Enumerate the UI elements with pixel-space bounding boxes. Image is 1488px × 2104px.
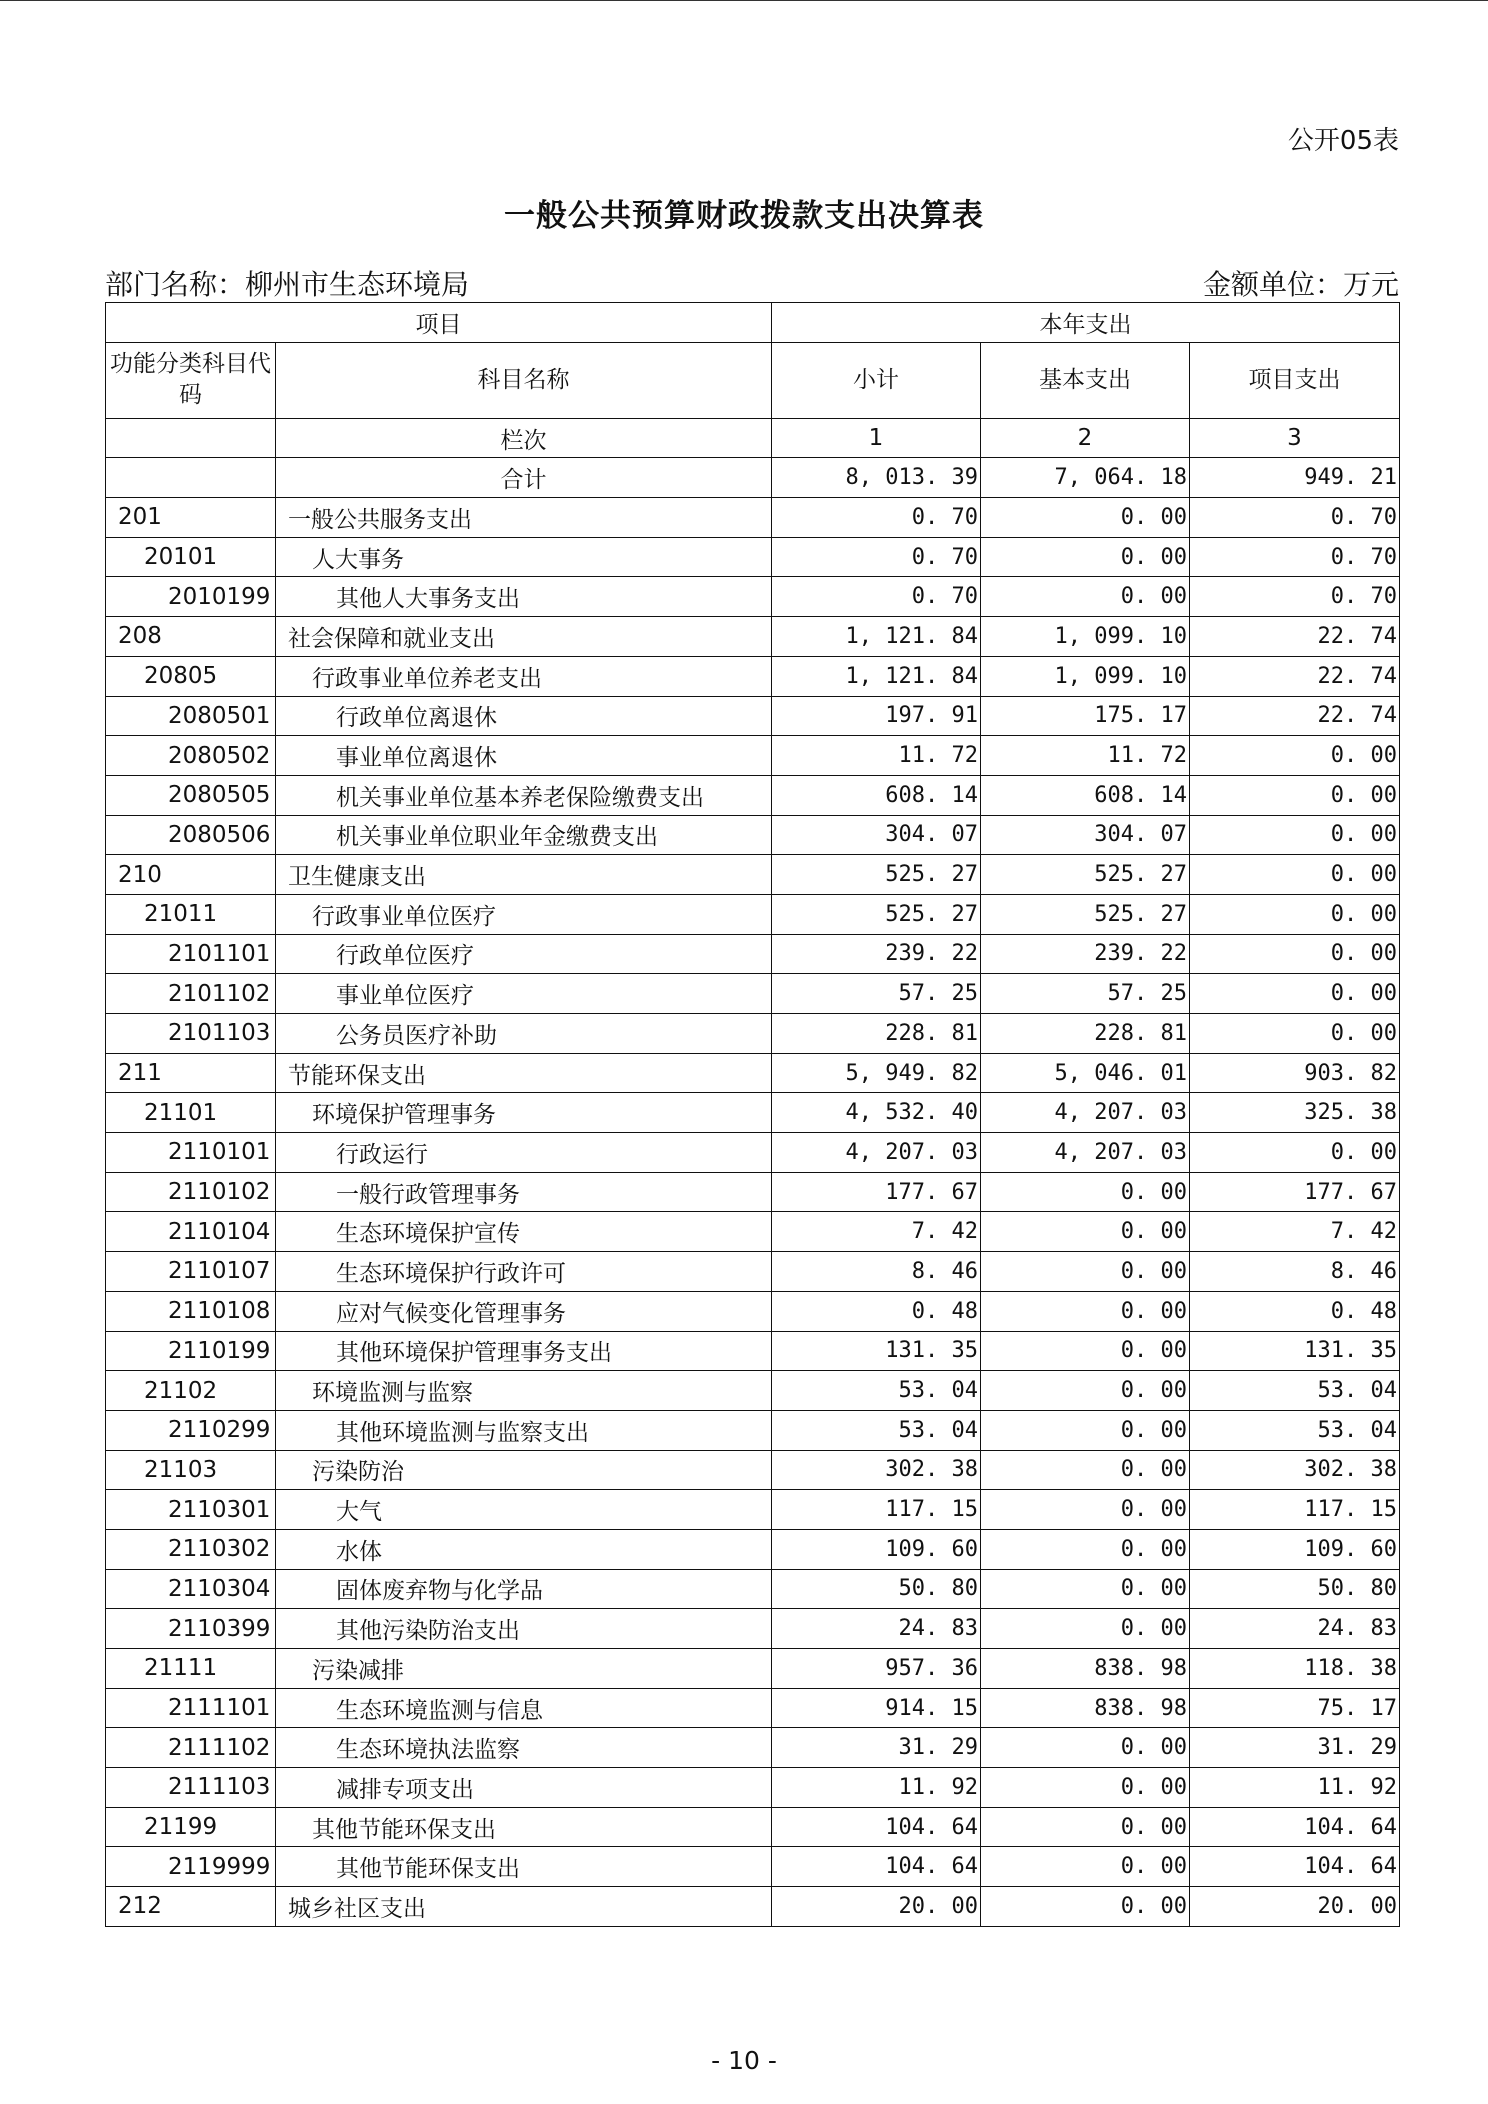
row-subtotal: 131. 35 xyxy=(772,1331,981,1371)
row-code: 212 xyxy=(106,1887,276,1927)
row-name: 环境监测与监察 xyxy=(276,1371,772,1411)
row-subtotal: 5, 949. 82 xyxy=(772,1053,981,1093)
row-project: 22. 74 xyxy=(1190,696,1400,736)
table-row xyxy=(106,1649,1400,1689)
row-code: 2010199 xyxy=(106,577,276,617)
row-name: 其他污染防治支出 xyxy=(276,1609,772,1649)
row-code: 21111 xyxy=(106,1649,276,1689)
row-name: 水体 xyxy=(276,1529,772,1569)
row-basic: 57. 25 xyxy=(981,974,1190,1014)
row-name: 人大事务 xyxy=(276,537,772,577)
row-subtotal: 957. 36 xyxy=(772,1649,981,1689)
row-basic: 0. 00 xyxy=(981,537,1190,577)
row-name: 事业单位医疗 xyxy=(276,974,772,1014)
row-project: 0. 00 xyxy=(1190,815,1400,855)
row-basic: 0. 00 xyxy=(981,577,1190,617)
row-project: 0. 00 xyxy=(1190,855,1400,895)
table-row xyxy=(106,855,1400,895)
table-row xyxy=(106,617,1400,657)
row-code: 21102 xyxy=(106,1371,276,1411)
row-code: 21103 xyxy=(106,1450,276,1490)
row-subtotal: 109. 60 xyxy=(772,1529,981,1569)
table-row xyxy=(106,1887,1400,1927)
row-subtotal: 7. 42 xyxy=(772,1212,981,1252)
row-subtotal: 24. 83 xyxy=(772,1609,981,1649)
row-basic: 838. 98 xyxy=(981,1649,1190,1689)
row-basic: 0. 00 xyxy=(981,1728,1190,1768)
row-subtotal: 608. 14 xyxy=(772,775,981,815)
header-basic: 基本支出 xyxy=(981,342,1190,418)
row-project: 0. 70 xyxy=(1190,577,1400,617)
row-project: 118. 38 xyxy=(1190,1649,1400,1689)
row-project: 0. 00 xyxy=(1190,974,1400,1014)
table-row xyxy=(106,934,1400,974)
row-code: 2101101 xyxy=(106,934,276,974)
total-blank xyxy=(106,458,276,498)
row-basic: 0. 00 xyxy=(981,1529,1190,1569)
header-project: 项目支出 xyxy=(1190,342,1400,418)
row-code: 20805 xyxy=(106,656,276,696)
row-code: 2111103 xyxy=(106,1768,276,1808)
row-project: 104. 64 xyxy=(1190,1847,1400,1887)
header-name: 科目名称 xyxy=(276,342,772,418)
row-project: 104. 64 xyxy=(1190,1807,1400,1847)
row-basic: 608. 14 xyxy=(981,775,1190,815)
header-current-year: 本年支出 xyxy=(772,303,1400,343)
row-code: 2110101 xyxy=(106,1133,276,1173)
row-name: 机关事业单位职业年金缴费支出 xyxy=(276,815,772,855)
page-title: 一般公共预算财政拨款支出决算表 xyxy=(504,198,984,234)
row-subtotal: 4, 207. 03 xyxy=(772,1133,981,1173)
row-name: 机关事业单位基本养老保险缴费支出 xyxy=(276,775,772,815)
row-code: 2110301 xyxy=(106,1490,276,1530)
row-name: 污染防治 xyxy=(276,1450,772,1490)
row-project: 325. 38 xyxy=(1190,1093,1400,1133)
total-row xyxy=(106,458,1400,498)
table-row xyxy=(106,815,1400,855)
row-subtotal: 0. 70 xyxy=(772,577,981,617)
row-code: 208 xyxy=(106,617,276,657)
row-code: 2110104 xyxy=(106,1212,276,1252)
row-code: 20101 xyxy=(106,537,276,577)
row-basic: 1, 099. 10 xyxy=(981,617,1190,657)
row-basic: 239. 22 xyxy=(981,934,1190,974)
row-code: 2110399 xyxy=(106,1609,276,1649)
table-row xyxy=(106,1529,1400,1569)
row-code: 21011 xyxy=(106,894,276,934)
table-row xyxy=(106,1410,1400,1450)
table-row xyxy=(106,1053,1400,1093)
row-name: 行政运行 xyxy=(276,1133,772,1173)
table-row xyxy=(106,656,1400,696)
row-subtotal: 11. 92 xyxy=(772,1768,981,1808)
row-basic: 0. 00 xyxy=(981,1172,1190,1212)
row-project: 24. 83 xyxy=(1190,1609,1400,1649)
table-row xyxy=(106,974,1400,1014)
row-name: 卫生健康支出 xyxy=(276,855,772,895)
row-subtotal: 0. 70 xyxy=(772,498,981,538)
row-code: 2110304 xyxy=(106,1569,276,1609)
row-name: 环境保护管理事务 xyxy=(276,1093,772,1133)
row-basic: 304. 07 xyxy=(981,815,1190,855)
header-item: 项目 xyxy=(106,303,772,343)
header-row-1 xyxy=(106,303,1400,343)
header-row-2 xyxy=(106,342,1400,418)
column-index-3: 3 xyxy=(1190,418,1400,458)
row-basic: 0. 00 xyxy=(981,1252,1190,1292)
row-project: 50. 80 xyxy=(1190,1569,1400,1609)
row-name: 行政事业单位医疗 xyxy=(276,894,772,934)
row-subtotal: 104. 64 xyxy=(772,1847,981,1887)
row-subtotal: 177. 67 xyxy=(772,1172,981,1212)
column-index-1: 1 xyxy=(772,418,981,458)
row-code: 2080505 xyxy=(106,775,276,815)
row-name: 生态环境执法监察 xyxy=(276,1728,772,1768)
row-project: 0. 00 xyxy=(1190,1133,1400,1173)
row-project: 0. 00 xyxy=(1190,934,1400,974)
row-basic: 4, 207. 03 xyxy=(981,1133,1190,1173)
row-name: 其他环境监测与监察支出 xyxy=(276,1410,772,1450)
row-code: 2080506 xyxy=(106,815,276,855)
row-basic: 0. 00 xyxy=(981,498,1190,538)
row-code: 2110107 xyxy=(106,1252,276,1292)
table-row xyxy=(106,1172,1400,1212)
row-name: 其他节能环保支出 xyxy=(276,1807,772,1847)
table-row xyxy=(106,736,1400,776)
row-project: 31. 29 xyxy=(1190,1728,1400,1768)
row-code: 2080501 xyxy=(106,696,276,736)
column-index-label: 栏次 xyxy=(276,418,772,458)
row-name: 其他节能环保支出 xyxy=(276,1847,772,1887)
table-row xyxy=(106,696,1400,736)
row-basic: 0. 00 xyxy=(981,1768,1190,1808)
row-name: 应对气候变化管理事务 xyxy=(276,1291,772,1331)
row-project: 0. 70 xyxy=(1190,537,1400,577)
table-row xyxy=(106,498,1400,538)
row-name: 一般行政管理事务 xyxy=(276,1172,772,1212)
row-subtotal: 31. 29 xyxy=(772,1728,981,1768)
row-project: 131. 35 xyxy=(1190,1331,1400,1371)
department-label: 部门名称：柳州市生态环境局 xyxy=(105,268,470,301)
row-code: 201 xyxy=(106,498,276,538)
row-code: 2111102 xyxy=(106,1728,276,1768)
row-project: 903. 82 xyxy=(1190,1053,1400,1093)
table-row xyxy=(106,1291,1400,1331)
table-row xyxy=(106,1807,1400,1847)
row-name: 行政单位医疗 xyxy=(276,934,772,974)
row-subtotal: 53. 04 xyxy=(772,1410,981,1450)
row-code: 2101102 xyxy=(106,974,276,1014)
row-basic: 1, 099. 10 xyxy=(981,656,1190,696)
row-basic: 0. 00 xyxy=(981,1291,1190,1331)
row-name: 公务员医疗补助 xyxy=(276,1014,772,1054)
row-basic: 175. 17 xyxy=(981,696,1190,736)
row-name: 社会保障和就业支出 xyxy=(276,617,772,657)
column-index-blank xyxy=(106,418,276,458)
table-row xyxy=(106,1450,1400,1490)
header-subtotal: 小计 xyxy=(772,342,981,418)
form-number: 公开05表 xyxy=(1287,126,1399,156)
table-row xyxy=(106,1688,1400,1728)
row-basic: 0. 00 xyxy=(981,1212,1190,1252)
row-code: 21199 xyxy=(106,1807,276,1847)
row-subtotal: 0. 48 xyxy=(772,1291,981,1331)
row-project: 7. 42 xyxy=(1190,1212,1400,1252)
row-basic: 228. 81 xyxy=(981,1014,1190,1054)
row-code: 2111101 xyxy=(106,1688,276,1728)
row-name: 污染减排 xyxy=(276,1649,772,1689)
row-code: 2110108 xyxy=(106,1291,276,1331)
row-name: 行政单位离退休 xyxy=(276,696,772,736)
row-name: 生态环境保护行政许可 xyxy=(276,1252,772,1292)
row-basic: 0. 00 xyxy=(981,1331,1190,1371)
table-row xyxy=(106,1093,1400,1133)
row-code: 2080502 xyxy=(106,736,276,776)
table-row xyxy=(106,537,1400,577)
header-code: 功能分类科目代码 xyxy=(106,342,276,418)
table-row xyxy=(106,1371,1400,1411)
row-basic: 525. 27 xyxy=(981,894,1190,934)
row-project: 20. 00 xyxy=(1190,1887,1400,1927)
table-row xyxy=(106,1014,1400,1054)
row-basic: 838. 98 xyxy=(981,1688,1190,1728)
row-basic: 0. 00 xyxy=(981,1887,1190,1927)
row-basic: 0. 00 xyxy=(981,1847,1190,1887)
row-code: 2110199 xyxy=(106,1331,276,1371)
row-subtotal: 228. 81 xyxy=(772,1014,981,1054)
row-subtotal: 1, 121. 84 xyxy=(772,617,981,657)
table-row xyxy=(106,577,1400,617)
row-name: 生态环境保护宣传 xyxy=(276,1212,772,1252)
row-name: 其他环境保护管理事务支出 xyxy=(276,1331,772,1371)
row-code: 2119999 xyxy=(106,1847,276,1887)
total-label: 合计 xyxy=(276,458,772,498)
row-code: 211 xyxy=(106,1053,276,1093)
row-project: 22. 74 xyxy=(1190,617,1400,657)
table-row xyxy=(106,1768,1400,1808)
table-row xyxy=(106,1847,1400,1887)
row-project: 0. 00 xyxy=(1190,894,1400,934)
row-subtotal: 304. 07 xyxy=(772,815,981,855)
row-project: 0. 48 xyxy=(1190,1291,1400,1331)
row-project: 53. 04 xyxy=(1190,1410,1400,1450)
row-name: 其他人大事务支出 xyxy=(276,577,772,617)
row-subtotal: 50. 80 xyxy=(772,1569,981,1609)
row-subtotal: 20. 00 xyxy=(772,1887,981,1927)
table-row xyxy=(106,1728,1400,1768)
row-subtotal: 525. 27 xyxy=(772,855,981,895)
row-project: 302. 38 xyxy=(1190,1450,1400,1490)
row-project: 11. 92 xyxy=(1190,1768,1400,1808)
row-basic: 0. 00 xyxy=(981,1569,1190,1609)
row-subtotal: 104. 64 xyxy=(772,1807,981,1847)
row-name: 固体废弃物与化学品 xyxy=(276,1569,772,1609)
top-border-line xyxy=(0,0,1488,1)
amount-unit-label: 金额单位：万元 xyxy=(1202,268,1399,301)
row-subtotal: 117. 15 xyxy=(772,1490,981,1530)
row-subtotal: 525. 27 xyxy=(772,894,981,934)
table-row xyxy=(106,1331,1400,1371)
total-project: 949. 21 xyxy=(1190,458,1400,498)
table-row xyxy=(106,1252,1400,1292)
row-subtotal: 1, 121. 84 xyxy=(772,656,981,696)
row-project: 75. 17 xyxy=(1190,1688,1400,1728)
row-name: 一般公共服务支出 xyxy=(276,498,772,538)
row-basic: 0. 00 xyxy=(981,1490,1190,1530)
row-project: 22. 74 xyxy=(1190,656,1400,696)
row-subtotal: 8. 46 xyxy=(772,1252,981,1292)
table-row xyxy=(106,894,1400,934)
row-basic: 4, 207. 03 xyxy=(981,1093,1190,1133)
row-project: 0. 00 xyxy=(1190,736,1400,776)
row-project: 8. 46 xyxy=(1190,1252,1400,1292)
row-subtotal: 4, 532. 40 xyxy=(772,1093,981,1133)
row-code: 210 xyxy=(106,855,276,895)
page-number: - 10 - xyxy=(711,2046,777,2075)
row-code: 2110102 xyxy=(106,1172,276,1212)
row-basic: 5, 046. 01 xyxy=(981,1053,1190,1093)
row-project: 177. 67 xyxy=(1190,1172,1400,1212)
row-subtotal: 197. 91 xyxy=(772,696,981,736)
row-project: 0. 00 xyxy=(1190,775,1400,815)
row-project: 0. 00 xyxy=(1190,1014,1400,1054)
row-subtotal: 239. 22 xyxy=(772,934,981,974)
column-index-2: 2 xyxy=(981,418,1190,458)
row-basic: 0. 00 xyxy=(981,1807,1190,1847)
row-subtotal: 914. 15 xyxy=(772,1688,981,1728)
row-basic: 0. 00 xyxy=(981,1609,1190,1649)
row-basic: 11. 72 xyxy=(981,736,1190,776)
row-basic: 0. 00 xyxy=(981,1450,1190,1490)
row-subtotal: 11. 72 xyxy=(772,736,981,776)
row-subtotal: 0. 70 xyxy=(772,537,981,577)
row-name: 减排专项支出 xyxy=(276,1768,772,1808)
row-code: 2110299 xyxy=(106,1410,276,1450)
row-subtotal: 53. 04 xyxy=(772,1371,981,1411)
budget-table xyxy=(105,302,1400,1927)
row-name: 行政事业单位养老支出 xyxy=(276,656,772,696)
table-row xyxy=(106,775,1400,815)
row-subtotal: 302. 38 xyxy=(772,1450,981,1490)
row-subtotal: 57. 25 xyxy=(772,974,981,1014)
row-name: 事业单位离退休 xyxy=(276,736,772,776)
row-code: 21101 xyxy=(106,1093,276,1133)
row-basic: 525. 27 xyxy=(981,855,1190,895)
row-name: 城乡社区支出 xyxy=(276,1887,772,1927)
row-name: 大气 xyxy=(276,1490,772,1530)
row-code: 2101103 xyxy=(106,1014,276,1054)
row-basic: 0. 00 xyxy=(981,1371,1190,1411)
table-row xyxy=(106,1609,1400,1649)
row-code: 2110302 xyxy=(106,1529,276,1569)
total-basic: 7, 064. 18 xyxy=(981,458,1190,498)
row-name: 生态环境监测与信息 xyxy=(276,1688,772,1728)
table-row xyxy=(106,1490,1400,1530)
total-subtotal: 8, 013. 39 xyxy=(772,458,981,498)
row-project: 0. 70 xyxy=(1190,498,1400,538)
row-project: 53. 04 xyxy=(1190,1371,1400,1411)
column-index-row xyxy=(106,418,1400,458)
row-name: 节能环保支出 xyxy=(276,1053,772,1093)
row-basic: 0. 00 xyxy=(981,1410,1190,1450)
row-project: 117. 15 xyxy=(1190,1490,1400,1530)
table-row xyxy=(106,1133,1400,1173)
row-project: 109. 60 xyxy=(1190,1529,1400,1569)
table-row xyxy=(106,1569,1400,1609)
budget-table-body xyxy=(106,303,1400,1927)
table-row xyxy=(106,1212,1400,1252)
